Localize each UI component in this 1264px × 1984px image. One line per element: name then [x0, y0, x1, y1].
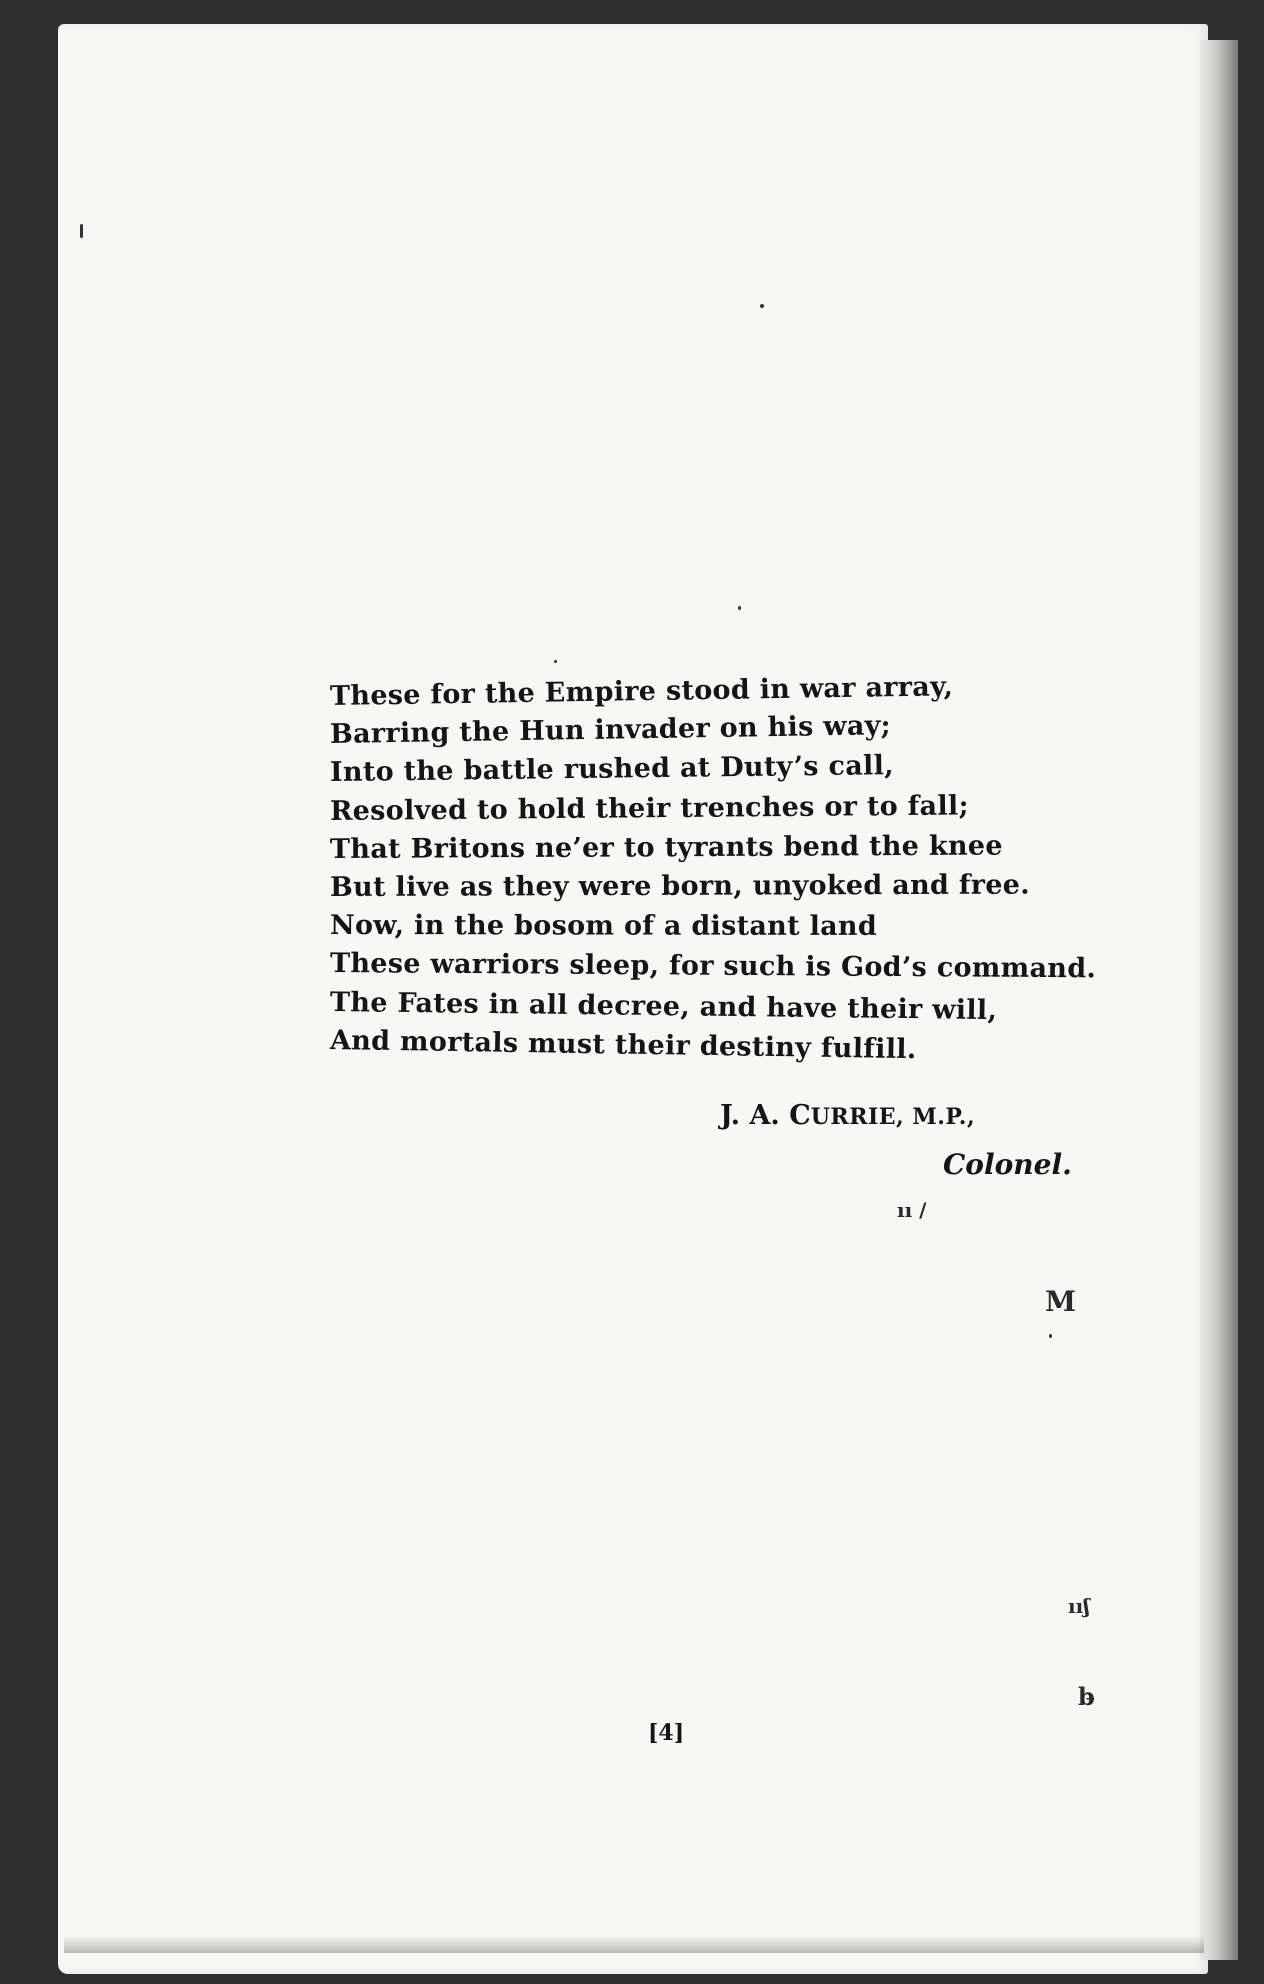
- page-number: [4]: [648, 1720, 685, 1746]
- poem-line: These warriors sleep, for such is God’s command.: [329, 948, 1097, 985]
- poem-line: That Britons ne’er to tyrants bend the knee: [329, 830, 1003, 865]
- author-surname-initial: C: [789, 1100, 811, 1131]
- paper-speck: [738, 606, 741, 610]
- page-shadow: [64, 1935, 1204, 1953]
- poem-line: Into the battle rushed at Duty’s call,: [329, 750, 895, 789]
- bleed-through-mark: b̵: [1078, 1682, 1095, 1711]
- paper-speck: [554, 660, 557, 663]
- bleed-through-mark: ıı /: [897, 1198, 927, 1222]
- paper-speck: [1049, 1334, 1052, 1338]
- bleed-through-mark: M: [1045, 1285, 1076, 1318]
- author-honorific: M.P.,: [904, 1104, 976, 1130]
- poem-line: But live as they were born, unyoked and free.: [329, 869, 1031, 903]
- page-edge: [1200, 40, 1238, 1960]
- author-surname: URRIE,: [810, 1104, 905, 1130]
- author-signature: [720, 1100, 975, 1131]
- poem-line: And mortals must their destiny fulfill.: [329, 1024, 917, 1065]
- author-initials: J. A.: [720, 1100, 790, 1131]
- poem-line: Resolved to hold their trenches or to fall;: [329, 789, 969, 827]
- poem-line: Now, in the bosom of a distant land: [329, 910, 878, 943]
- poem-line: Barring the Hun invader on his way;: [329, 710, 892, 751]
- poem-line: The Fates in all decree, and have their will,: [329, 986, 998, 1026]
- poem-line: These for the Empire stood in war array,: [329, 671, 954, 712]
- bleed-through-mark: ııʃ: [1068, 1594, 1090, 1618]
- paper-speck: [760, 304, 764, 308]
- paper-speck: [80, 224, 83, 238]
- author-rank: Colonel.: [943, 1148, 1072, 1181]
- poem: [329, 671, 1097, 1065]
